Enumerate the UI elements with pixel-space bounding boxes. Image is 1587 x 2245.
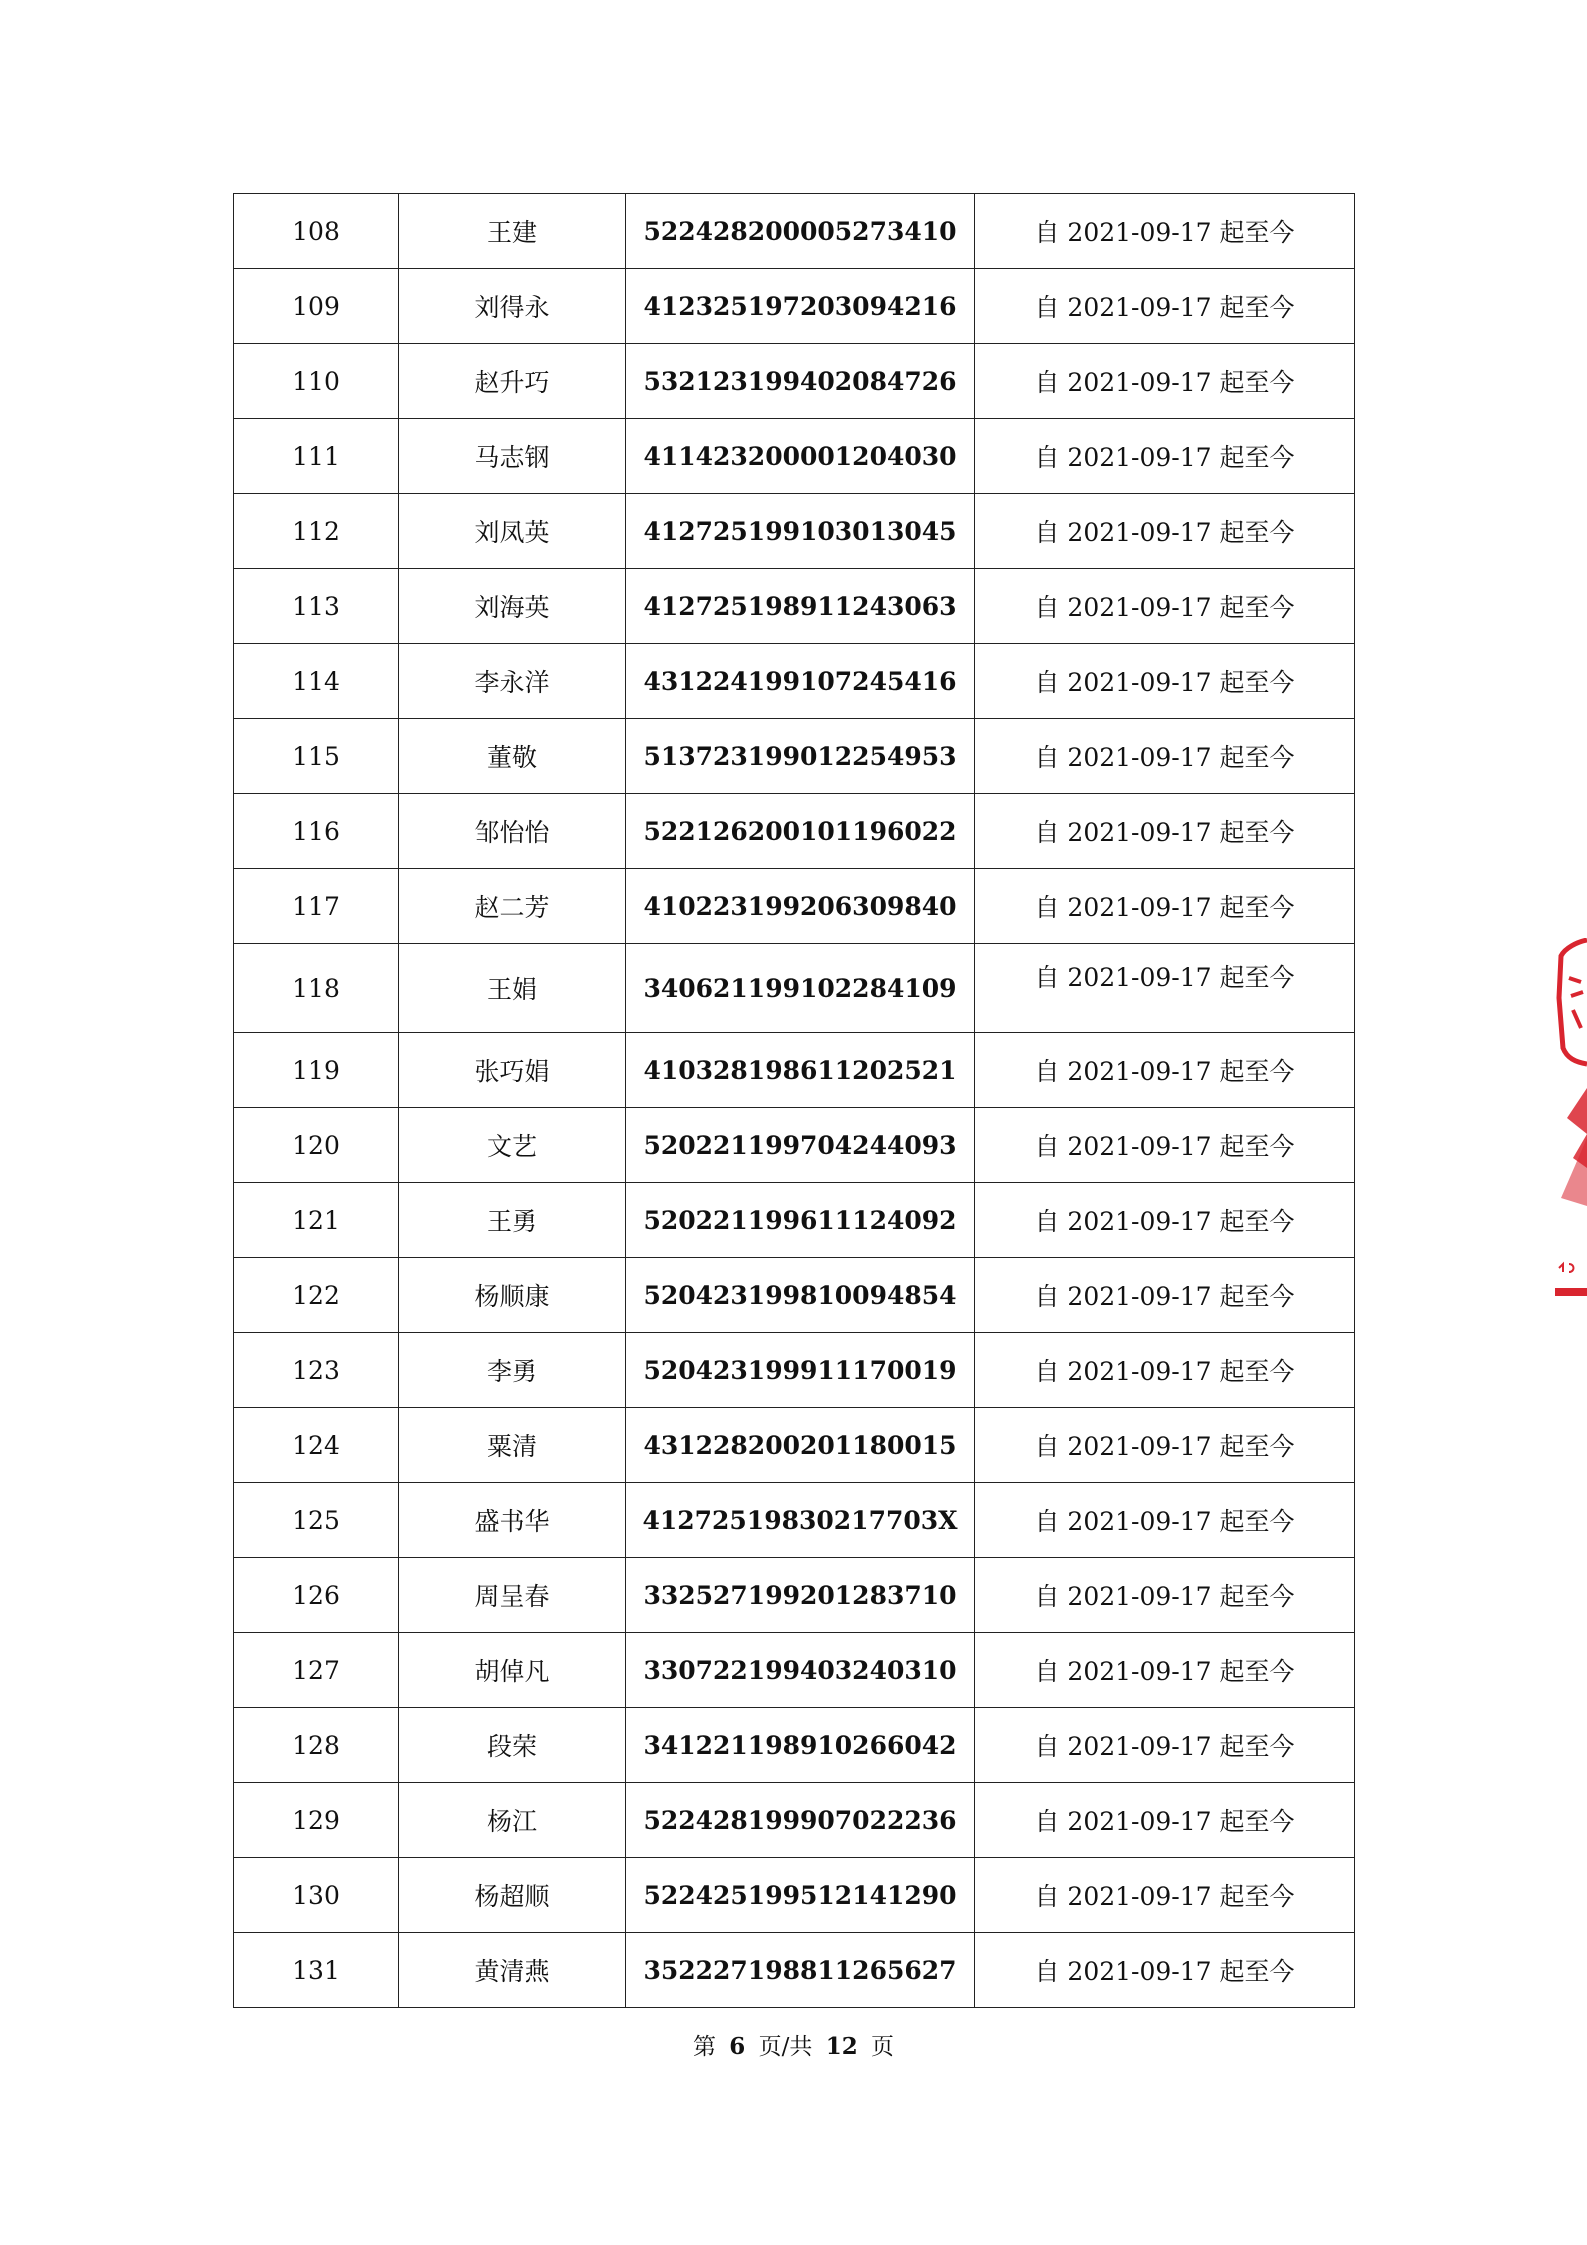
table-row [234, 1183, 1355, 1258]
cell-id-number: 520221199611124092 [626, 1183, 975, 1258]
cell-number: 111 [234, 419, 399, 494]
cell-number: 121 [234, 1183, 399, 1258]
cell-period: 自 2021-09-17 起至今 [975, 1033, 1355, 1108]
cell-id-number: 332527199201283710 [626, 1558, 975, 1633]
cell-number: 130 [234, 1858, 399, 1933]
cell-id-number: 520423199810094854 [626, 1258, 975, 1333]
cell-id-number: 341221198910266042 [626, 1708, 975, 1783]
cell-number: 131 [234, 1933, 399, 2008]
cell-name: 刘得永 [399, 269, 626, 344]
cell-number: 126 [234, 1558, 399, 1633]
cell-id-number: 520423199911170019 [626, 1333, 975, 1408]
cell-name: 李永洋 [399, 644, 626, 719]
footer-suffix: 页 [871, 2034, 895, 2060]
cell-period: 自 2021-09-17 起至今 [975, 1183, 1355, 1258]
cell-id-number: 330722199403240310 [626, 1633, 975, 1708]
cell-name: 文艺 [399, 1108, 626, 1183]
cell-period: 自 2021-09-17 起至今 [975, 1333, 1355, 1408]
table-row [234, 1933, 1355, 2008]
cell-period: 自 2021-09-17 起至今 [975, 1633, 1355, 1708]
cell-name: 刘海英 [399, 569, 626, 644]
cell-period: 自 2021-09-17 起至今 [975, 1108, 1355, 1183]
cell-period: 自 2021-09-17 起至今 [975, 1258, 1355, 1333]
cell-id-number: 340621199102284109 [626, 944, 975, 1033]
table-row [234, 1708, 1355, 1783]
cell-period: 自 2021-09-17 起至今 [975, 269, 1355, 344]
red-seal-stamp [1553, 938, 1587, 1298]
cell-id-number: 522428200005273410 [626, 194, 975, 269]
cell-number: 114 [234, 644, 399, 719]
cell-period: 自 2021-09-17 起至今 [975, 1783, 1355, 1858]
cell-id-number: 412725199103013045 [626, 494, 975, 569]
table-row [234, 794, 1355, 869]
page-footer [0, 2028, 1587, 2061]
cell-period: 自 2021-09-17 起至今 [975, 869, 1355, 944]
table-row [234, 1408, 1355, 1483]
cell-name: 王建 [399, 194, 626, 269]
cell-id-number: 410223199206309840 [626, 869, 975, 944]
cell-number: 128 [234, 1708, 399, 1783]
cell-number: 127 [234, 1633, 399, 1708]
table-row [234, 269, 1355, 344]
table-row [234, 1033, 1355, 1108]
cell-number: 115 [234, 719, 399, 794]
cell-period: 自 2021-09-17 起至今 [975, 1933, 1355, 2008]
table-body [234, 194, 1355, 2008]
cell-period: 自 2021-09-17 起至今 [975, 494, 1355, 569]
cell-name: 李勇 [399, 1333, 626, 1408]
table-row [234, 1108, 1355, 1183]
cell-id-number: 522425199512141290 [626, 1858, 975, 1933]
cell-period: 自 2021-09-17 起至今 [975, 644, 1355, 719]
table-row [234, 1483, 1355, 1558]
cell-number: 129 [234, 1783, 399, 1858]
cell-number: 110 [234, 344, 399, 419]
cell-id-number: 520221199704244093 [626, 1108, 975, 1183]
cell-name: 董敬 [399, 719, 626, 794]
cell-period: 自 2021-09-17 起至今 [975, 344, 1355, 419]
cell-name: 黄清燕 [399, 1933, 626, 2008]
cell-id-number: 431224199107245416 [626, 644, 975, 719]
footer-page-number: 6 [729, 2033, 746, 2060]
cell-period: 自 2021-09-17 起至今 [975, 1708, 1355, 1783]
footer-prefix: 第 [692, 2034, 716, 2060]
cell-name: 杨超顺 [399, 1858, 626, 1933]
table-row [234, 494, 1355, 569]
cell-id-number: 411423200001204030 [626, 419, 975, 494]
table-row [234, 194, 1355, 269]
table-row [234, 644, 1355, 719]
cell-period: 自 2021-09-17 起至今 [975, 569, 1355, 644]
cell-name: 马志钢 [399, 419, 626, 494]
cell-period: 自 2021-09-17 起至今 [975, 794, 1355, 869]
cell-id-number: 532123199402084726 [626, 344, 975, 419]
cell-name: 盛书华 [399, 1483, 626, 1558]
table-row [234, 869, 1355, 944]
cell-number: 124 [234, 1408, 399, 1483]
cell-number: 113 [234, 569, 399, 644]
cell-name: 周呈春 [399, 1558, 626, 1633]
cell-name: 刘凤英 [399, 494, 626, 569]
cell-number: 119 [234, 1033, 399, 1108]
cell-number: 118 [234, 944, 399, 1033]
table-row [234, 419, 1355, 494]
cell-period: 自 2021-09-17 起至今 [975, 719, 1355, 794]
cell-period: 自 2021-09-17 起至今 [975, 1408, 1355, 1483]
table-row [234, 1258, 1355, 1333]
cell-period: 自 2021-09-17 起至今 [975, 1558, 1355, 1633]
cell-id-number: 513723199012254953 [626, 719, 975, 794]
table-row [234, 944, 1355, 1033]
cell-number: 117 [234, 869, 399, 944]
cell-number: 112 [234, 494, 399, 569]
cell-id-number: 412725198911243063 [626, 569, 975, 644]
cell-name: 邹怡怡 [399, 794, 626, 869]
footer-middle: 页/共 [758, 2034, 813, 2060]
cell-number: 109 [234, 269, 399, 344]
cell-name: 赵升巧 [399, 344, 626, 419]
footer-total-pages: 12 [825, 2033, 858, 2060]
cell-id-number: 410328198611202521 [626, 1033, 975, 1108]
cell-name: 粟清 [399, 1408, 626, 1483]
cell-name: 张巧娟 [399, 1033, 626, 1108]
cell-id-number: 352227198811265627 [626, 1933, 975, 2008]
cell-period: 自 2021-09-17 起至今 [975, 944, 1355, 1033]
cell-number: 116 [234, 794, 399, 869]
table-row [234, 1858, 1355, 1933]
cell-name: 段荣 [399, 1708, 626, 1783]
table-row [234, 569, 1355, 644]
cell-number: 108 [234, 194, 399, 269]
cell-name: 赵二芳 [399, 869, 626, 944]
table-row [234, 1558, 1355, 1633]
cell-id-number: 522428199907022236 [626, 1783, 975, 1858]
cell-name: 王娟 [399, 944, 626, 1033]
cell-name: 杨江 [399, 1783, 626, 1858]
cell-period: 自 2021-09-17 起至今 [975, 194, 1355, 269]
cell-period: 自 2021-09-17 起至今 [975, 1858, 1355, 1933]
table-row [234, 1783, 1355, 1858]
personnel-table [233, 193, 1355, 2008]
table-row [234, 1633, 1355, 1708]
cell-number: 125 [234, 1483, 399, 1558]
cell-id-number: 431228200201180015 [626, 1408, 975, 1483]
cell-number: 120 [234, 1108, 399, 1183]
cell-name: 胡倬凡 [399, 1633, 626, 1708]
cell-id-number: 41272519830217703X [626, 1483, 975, 1558]
cell-id-number: 412325197203094216 [626, 269, 975, 344]
cell-name: 杨顺康 [399, 1258, 626, 1333]
cell-id-number: 522126200101196022 [626, 794, 975, 869]
cell-name: 王勇 [399, 1183, 626, 1258]
table-row [234, 1333, 1355, 1408]
cell-number: 123 [234, 1333, 399, 1408]
table-row [234, 344, 1355, 419]
cell-number: 122 [234, 1258, 399, 1333]
cell-period: 自 2021-09-17 起至今 [975, 1483, 1355, 1558]
cell-period: 自 2021-09-17 起至今 [975, 419, 1355, 494]
table-row [234, 719, 1355, 794]
